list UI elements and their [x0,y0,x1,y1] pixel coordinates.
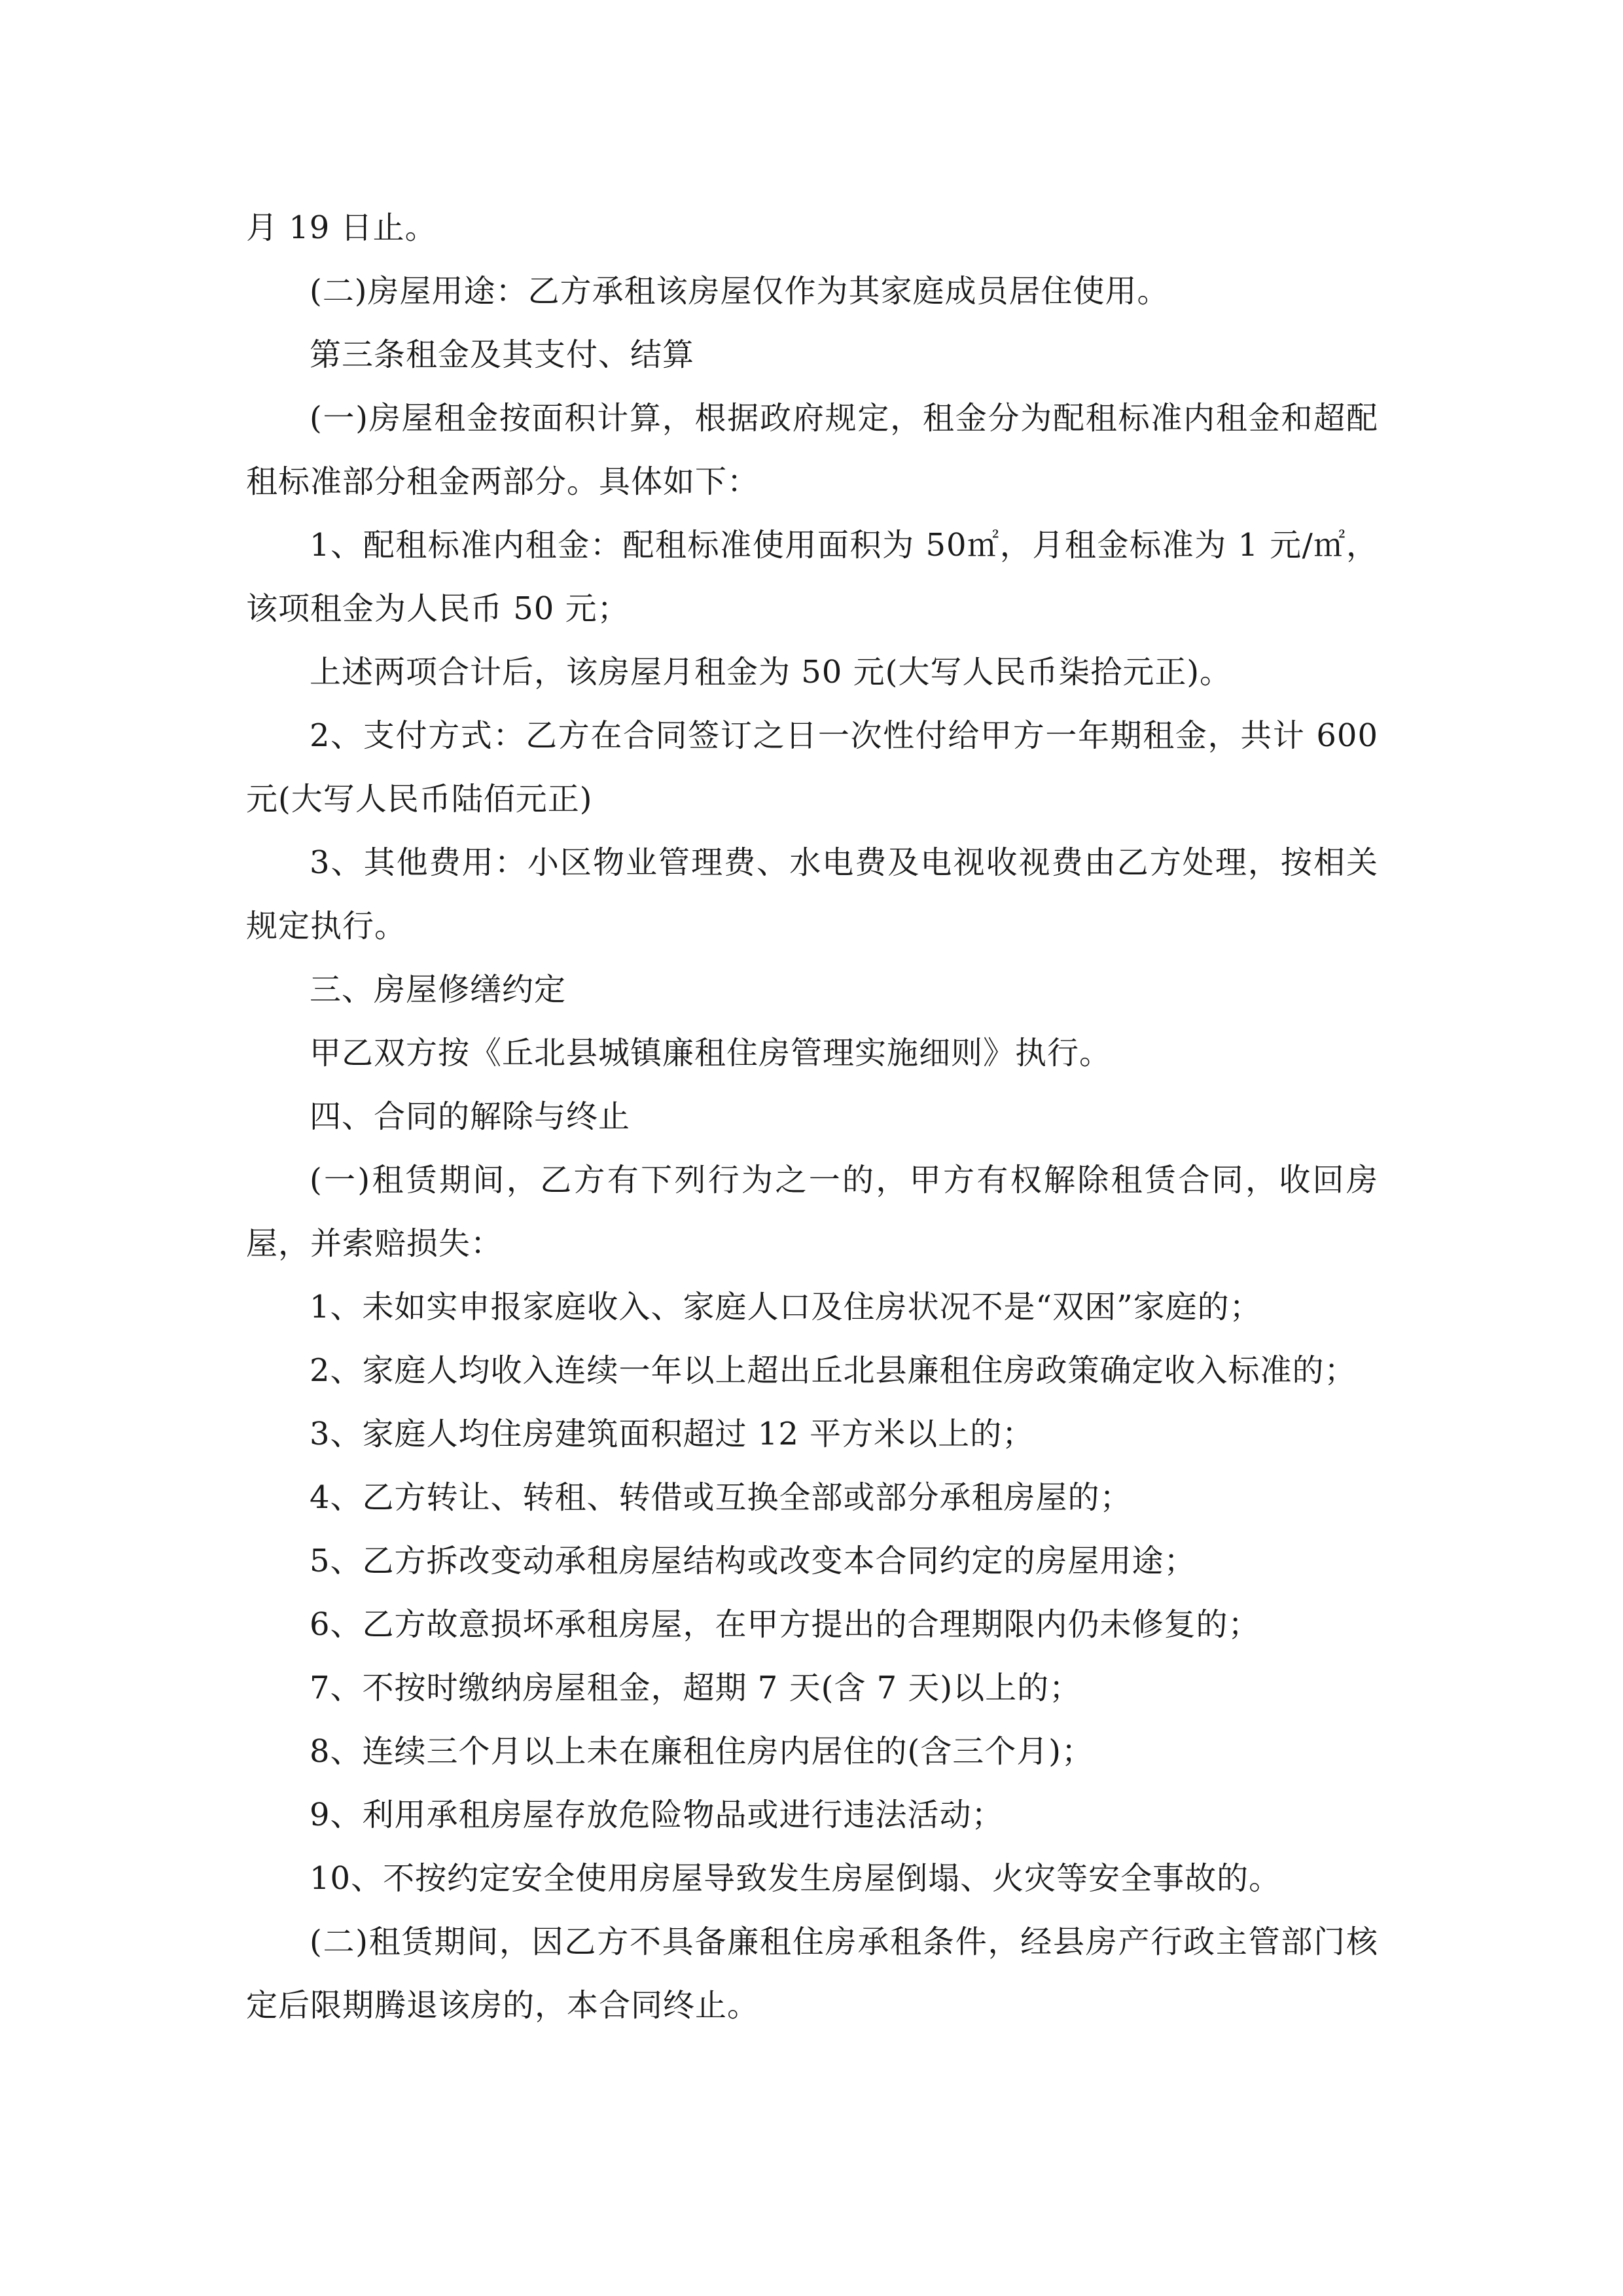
list-item: 9、利用承租房屋存放危险物品或进行违法活动； [310,1797,1004,1833]
section-heading: 第三条租金及其支付、结算 [310,336,695,373]
section-heading: 三、房屋修缮约定 [310,971,567,1008]
list-item: 1、未如实申报家庭收入、家庭人口及住房状况不是“双困”家庭的； [310,1289,1262,1325]
list-item: 1、配租标准内租金：配租标准使用面积为 50㎡，月租金标准为 1 元/㎡，该项租金为人民币 50 元； [246,527,1378,627]
section-heading: 四、合同的解除与终止 [310,1098,631,1135]
paragraph: (一)租赁期间，乙方有下列行为之一的，甲方有权解除租赁合同，收回房屋，并索赔损失： [246,1162,1378,1262]
list-item: 10、不按约定安全使用房屋导致发生房屋倒塌、火灾等安全事故的。 [310,1860,1281,1897]
paragraph: 上述两项合计后，该房屋月租金为 50 元(大写人民币柒拾元正)。 [310,654,1232,691]
list-item: 8、连续三个月以上未在廉租住房内居住的(含三个月)； [310,1733,1094,1770]
list-item: 2、支付方式：乙方在合同签订之日一次性付给甲方一年期租金，共计 600 元(大写人民币陆佰元正) [246,717,1378,817]
paragraph: 甲乙双方按《丘北县城镇廉租住房管理实施细则》执行。 [310,1035,1112,1071]
paragraph: 月 19 日止。 [246,209,437,246]
paragraph: (二)租赁期间，因乙方不具备廉租住房承租条件，经县房产行政主管部门核定后限期腾退该房的，本合同终止。 [246,1924,1378,2024]
paragraph: (一)房屋租金按面积计算，根据政府规定，租金分为配租标准内租金和超配租标准部分租金两部分。具体如下： [246,400,1378,500]
list-item: 3、家庭人均住房建筑面积超过 12 平方米以上的； [310,1416,1035,1452]
list-item: 4、乙方转让、转租、转借或互换全部或部分承租房屋的； [310,1479,1132,1516]
list-item: 5、乙方拆改变动承租房屋结构或改变本合同约定的房屋用途； [310,1543,1196,1579]
paragraph: (二)房屋用途：乙方承租该房屋仅作为其家庭成员居住使用。 [310,273,1169,310]
list-item: 2、家庭人均收入连续一年以上超出丘北县廉租住房政策确定收入标准的； [310,1352,1357,1389]
list-item: 3、其他费用：小区物业管理费、水电费及电视收视费由乙方处理，按相关规定执行。 [246,844,1378,944]
list-item: 6、乙方故意损坏承租房屋，在甲方提出的合理期限内仍未修复的； [310,1606,1260,1643]
document-body [246,196,1378,2037]
list-item: 7、不按时缴纳房屋租金，超期 7 天(含 7 天)以上的； [310,1670,1082,1706]
